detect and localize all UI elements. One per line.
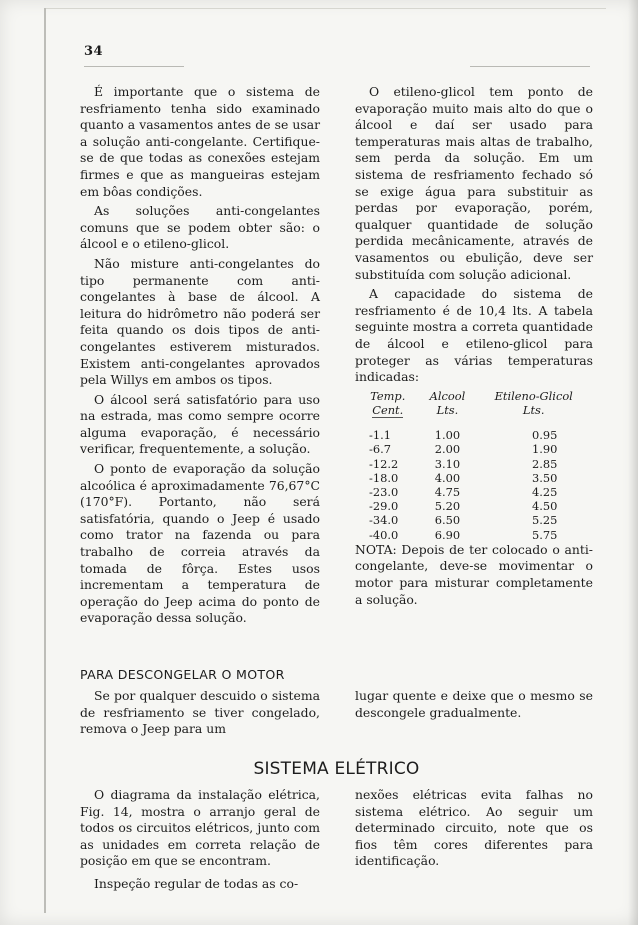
paragraph: O diagrama da instalação elétrica, Fig. 14, mostra o arranjo geral de todos os circuitos elétricos, junto com as unidades em correta relação de posição em que se encontram.: [80, 787, 320, 869]
top-edge-rule: [46, 8, 606, 9]
header-rule-left: [84, 66, 184, 67]
table-intro-paragraph: A capacidade do sistema de resfriamento é de 10,4 lts. A tabela seguinte mostra a correta quantidade de álcool e etileno-glicol para proteger as várias temperaturas indicadas:: [355, 286, 593, 385]
table-row: -6.7 2.00 1.90: [369, 442, 558, 457]
paragraph: O ponto de evaporação da solução alcoólica é aproximadamente 76,67°C (170°F). Portanto, não será satisfatória, quando o Jeep é usado como trator na fazenda ou para trabalho de correia através da tomada de fôrça. Estes usos incrementam a temperatura de operação do Jeep acima do ponto de evaporação dessa solução.: [80, 461, 320, 626]
table-row: -1.1 1.00 0.95: [369, 428, 558, 443]
binding-edge: [44, 8, 46, 913]
left-column-top: [80, 84, 320, 630]
table-row: -23.0 4.75 4.25: [369, 484, 558, 499]
section-heading-sistema-eletrico: SISTEMA ELÉTRICO: [253, 759, 420, 779]
paragraph: nexões elétricas evita falhas no sistema elétrico. Ao seguir um determinado circuito, note que os fios têm cores diferentes para identificação.: [355, 787, 593, 869]
table-row: -40.0 6.90 5.75: [369, 527, 558, 542]
paragraph: Inspeção regular de todas as co-: [94, 875, 299, 891]
table-row: -29.0 5.20 4.50: [369, 499, 558, 514]
paragraph: As soluções anti-congelantes comuns que se podem obter são: o álcool e o etileno-glicol.: [80, 203, 320, 252]
table-row: -18.0 4.00 3.50: [369, 470, 558, 485]
header-etileno: Etileno-Glicol Lts.: [494, 388, 573, 417]
right-column-bottom: [355, 787, 593, 873]
paragraph: Se por qualquer descuido o sistema de resfriamento se tiver congelado, remova o Jeep para um: [80, 688, 320, 737]
table-row: -12.2 3.10 2.85: [369, 456, 558, 471]
table-header-row: [355, 389, 593, 422]
header-alcool: Alcool Lts.: [429, 388, 466, 417]
right-column-mid: [355, 688, 593, 724]
paragraph: Não misture anti-congelantes do tipo permanente com anti-congelantes à base de álcool. A leitura do hidrômetro não poderá ser feita quando os dois tipos de anti-congelantes estiverem misturados. Existem anti-congelantes aprovados pela Willys em ambos os tipos.: [80, 255, 320, 388]
paragraph: O etileno-glicol tem ponto de evaporação muito mais alto do que o álcool e daí ser usado para temperaturas mais altas de trabalho, sem perda da solução. Em um sistema de resfriamento fechado só se exige água para substituir as perdas por evaporação, porém, qualquer quantidade de solução perdida mecânicamente, através de vasamentos ou ebulição, deve ser substituída com solução adicional.: [355, 84, 593, 282]
left-column-mid: [80, 688, 320, 741]
page-shadow: [628, 0, 638, 925]
right-column-top: [355, 84, 593, 611]
table-row: -34.0 6.50 5.25: [369, 513, 558, 528]
note-paragraph: NOTA: Depois de ter colocado o anti-congelante, deve-se movimentar o motor para misturar completamente a solução.: [355, 541, 593, 607]
header-rule-right: [470, 66, 590, 67]
antifreeze-table: [355, 389, 593, 542]
paragraph: É importante que o sistema de resfriamento tenha sido examinado quanto a vasamentos antes de se usar a solução anti-congelante. Certifique-se de que todas as conexões estejam firmes e que as mangueiras estejam em bôas condições.: [80, 84, 320, 199]
section-heading-descongelar: PARA DESCONGELAR O MOTOR: [80, 667, 285, 682]
page-number: 34: [84, 44, 104, 59]
header-temp: Temp. Cent.: [370, 388, 406, 417]
paragraph: O álcool será satisfatório para uso na estrada, mas como sempre ocorre alguma evaporação, é necessário verificar, frequentemente, a solução.: [80, 391, 320, 457]
left-column-bottom: [80, 787, 320, 896]
paragraph: lugar quente e deixe que o mesmo se descongele gradualmente.: [355, 688, 593, 720]
